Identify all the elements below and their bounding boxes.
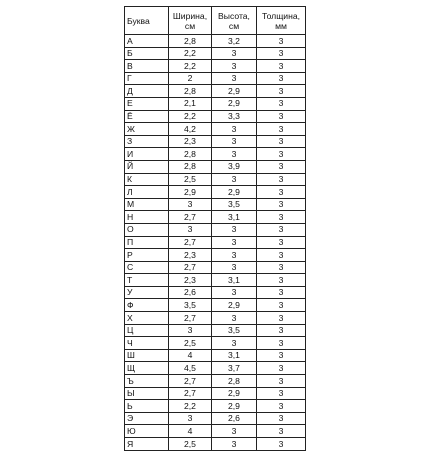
cell-height: 3,1 [212, 274, 257, 287]
cell-letter: А [125, 35, 169, 48]
cell-letter: К [125, 173, 169, 186]
table-row [125, 236, 306, 249]
table-row [125, 261, 306, 274]
cell-thickness: 3 [257, 123, 306, 136]
table-row [125, 123, 306, 136]
table-row [125, 35, 306, 48]
cell-thickness: 3 [257, 324, 306, 337]
cell-height: 3 [212, 223, 257, 236]
cell-thickness: 3 [257, 72, 306, 85]
table-row [125, 412, 306, 425]
cell-letter: Г [125, 72, 169, 85]
cell-width: 2,9 [169, 186, 212, 199]
cell-height: 3,5 [212, 324, 257, 337]
cell-letter: З [125, 135, 169, 148]
cell-letter: Щ [125, 362, 169, 375]
cell-height: 2,8 [212, 375, 257, 388]
cell-height: 2,9 [212, 387, 257, 400]
cell-letter: Ч [125, 337, 169, 350]
cell-height: 3 [212, 135, 257, 148]
cell-height: 3 [212, 261, 257, 274]
cell-thickness: 3 [257, 299, 306, 312]
table-body [125, 35, 306, 451]
cell-letter: Я [125, 438, 169, 451]
cell-width: 2,3 [169, 274, 212, 287]
table-row [125, 312, 306, 325]
cell-height: 3,3 [212, 110, 257, 123]
cell-thickness: 3 [257, 274, 306, 287]
cell-letter: Ф [125, 299, 169, 312]
cell-letter: П [125, 236, 169, 249]
cell-width: 2,7 [169, 261, 212, 274]
cell-width: 2,7 [169, 387, 212, 400]
cell-width: 2,5 [169, 337, 212, 350]
cell-height: 3,1 [212, 349, 257, 362]
cell-thickness: 3 [257, 35, 306, 48]
cell-letter: Ц [125, 324, 169, 337]
cell-width: 2,7 [169, 312, 212, 325]
cell-width: 4 [169, 349, 212, 362]
cell-letter: Х [125, 312, 169, 325]
table-row [125, 186, 306, 199]
cell-thickness: 3 [257, 261, 306, 274]
cell-thickness: 3 [257, 312, 306, 325]
cell-height: 3 [212, 425, 257, 438]
cell-thickness: 3 [257, 236, 306, 249]
header-letter-text: Буква [127, 15, 150, 26]
cell-thickness: 3 [257, 97, 306, 110]
cell-width: 2,8 [169, 35, 212, 48]
header-height-line2: см [228, 20, 240, 31]
cell-letter: Н [125, 211, 169, 224]
cell-letter: У [125, 286, 169, 299]
cell-letter: Ю [125, 425, 169, 438]
header-width-line2: см [184, 20, 196, 31]
cell-thickness: 3 [257, 375, 306, 388]
cell-letter: М [125, 198, 169, 211]
header-height-line1: Высота, [218, 10, 250, 21]
cell-letter: Т [125, 274, 169, 287]
letter-dimensions-table-container [124, 6, 305, 451]
cell-thickness: 3 [257, 173, 306, 186]
cell-width: 4 [169, 425, 212, 438]
cell-width: 2,7 [169, 236, 212, 249]
table-row [125, 173, 306, 186]
cell-width: 2 [169, 72, 212, 85]
cell-width: 3,5 [169, 299, 212, 312]
table-row [125, 362, 306, 375]
header-width [169, 7, 212, 35]
cell-thickness: 3 [257, 60, 306, 73]
cell-height: 3,9 [212, 160, 257, 173]
cell-thickness: 3 [257, 223, 306, 236]
cell-width: 3 [169, 324, 212, 337]
cell-thickness: 3 [257, 337, 306, 350]
table-row [125, 198, 306, 211]
cell-thickness: 3 [257, 160, 306, 173]
cell-height: 2,6 [212, 412, 257, 425]
cell-height: 3,1 [212, 211, 257, 224]
cell-width: 2,1 [169, 97, 212, 110]
cell-height: 3 [212, 249, 257, 262]
cell-width: 2,5 [169, 438, 212, 451]
cell-letter: Ж [125, 123, 169, 136]
cell-width: 2,2 [169, 47, 212, 60]
cell-width: 3 [169, 223, 212, 236]
cell-width: 2,3 [169, 249, 212, 262]
cell-width: 2,2 [169, 110, 212, 123]
cell-letter: Р [125, 249, 169, 262]
table-row [125, 274, 306, 287]
cell-letter: Э [125, 412, 169, 425]
cell-height: 3 [212, 236, 257, 249]
cell-letter: И [125, 148, 169, 161]
table-row [125, 375, 306, 388]
cell-letter: Ё [125, 110, 169, 123]
table-row [125, 438, 306, 451]
cell-width: 4,2 [169, 123, 212, 136]
cell-letter: О [125, 223, 169, 236]
cell-thickness: 3 [257, 249, 306, 262]
table-row [125, 223, 306, 236]
table-row [125, 97, 306, 110]
cell-width: 3 [169, 198, 212, 211]
cell-thickness: 3 [257, 198, 306, 211]
table-row [125, 425, 306, 438]
cell-width: 2,7 [169, 375, 212, 388]
cell-height: 3,7 [212, 362, 257, 375]
header-thickness-line2: мм [275, 20, 287, 31]
cell-height: 3 [212, 173, 257, 186]
cell-height: 2,9 [212, 299, 257, 312]
table-row [125, 47, 306, 60]
table-row [125, 349, 306, 362]
cell-height: 3 [212, 123, 257, 136]
cell-width: 2,6 [169, 286, 212, 299]
cell-height: 2,9 [212, 400, 257, 413]
cell-thickness: 3 [257, 211, 306, 224]
cell-height: 3,2 [212, 35, 257, 48]
cell-height: 3 [212, 72, 257, 85]
header-letter [125, 7, 169, 35]
cell-letter: Е [125, 97, 169, 110]
cell-letter: С [125, 261, 169, 274]
table-row [125, 85, 306, 98]
cell-height: 2,9 [212, 97, 257, 110]
cell-letter: Ш [125, 349, 169, 362]
cell-height: 2,9 [212, 85, 257, 98]
cell-width: 4,5 [169, 362, 212, 375]
table-row [125, 324, 306, 337]
cell-thickness: 3 [257, 47, 306, 60]
cell-letter: Ь [125, 400, 169, 413]
table-row [125, 387, 306, 400]
cell-width: 2,2 [169, 400, 212, 413]
cell-thickness: 3 [257, 349, 306, 362]
cell-thickness: 3 [257, 110, 306, 123]
table-row [125, 249, 306, 262]
cell-thickness: 3 [257, 85, 306, 98]
cell-letter: Д [125, 85, 169, 98]
cell-thickness: 3 [257, 425, 306, 438]
cell-thickness: 3 [257, 286, 306, 299]
table-row [125, 135, 306, 148]
cell-width: 2,8 [169, 85, 212, 98]
cell-letter: Л [125, 186, 169, 199]
header-width-line1: Ширина, [172, 10, 208, 21]
cell-letter: Й [125, 160, 169, 173]
cell-letter: В [125, 60, 169, 73]
cell-letter: Ы [125, 387, 169, 400]
cell-width: 3 [169, 412, 212, 425]
cell-letter: Б [125, 47, 169, 60]
cell-width: 2,3 [169, 135, 212, 148]
cell-height: 3 [212, 148, 257, 161]
cell-height: 3 [212, 286, 257, 299]
cell-thickness: 3 [257, 362, 306, 375]
cell-width: 2,2 [169, 60, 212, 73]
cell-width: 2,7 [169, 211, 212, 224]
header-thickness-line1: Толщина, [262, 10, 300, 21]
cell-height: 3 [212, 60, 257, 73]
table-row [125, 60, 306, 73]
cell-height: 2,9 [212, 186, 257, 199]
cell-thickness: 3 [257, 148, 306, 161]
table-row [125, 337, 306, 350]
table-row [125, 160, 306, 173]
table-row [125, 400, 306, 413]
cell-height: 3,5 [212, 198, 257, 211]
cell-thickness: 3 [257, 400, 306, 413]
cell-height: 3 [212, 47, 257, 60]
header-thickness [257, 7, 306, 35]
cell-height: 3 [212, 438, 257, 451]
table-row [125, 286, 306, 299]
header-row [125, 7, 306, 35]
cell-height: 3 [212, 337, 257, 350]
letter-dimensions-table [124, 6, 306, 451]
cell-thickness: 3 [257, 387, 306, 400]
table-row [125, 110, 306, 123]
cell-width: 2,8 [169, 148, 212, 161]
cell-width: 2,8 [169, 160, 212, 173]
cell-thickness: 3 [257, 135, 306, 148]
table-row [125, 299, 306, 312]
table-row [125, 148, 306, 161]
cell-thickness: 3 [257, 186, 306, 199]
table-row [125, 72, 306, 85]
cell-thickness: 3 [257, 412, 306, 425]
table-header [125, 7, 306, 35]
cell-thickness: 3 [257, 438, 306, 451]
table-row [125, 211, 306, 224]
cell-letter: Ъ [125, 375, 169, 388]
cell-height: 3 [212, 312, 257, 325]
header-height [212, 7, 257, 35]
cell-width: 2,5 [169, 173, 212, 186]
